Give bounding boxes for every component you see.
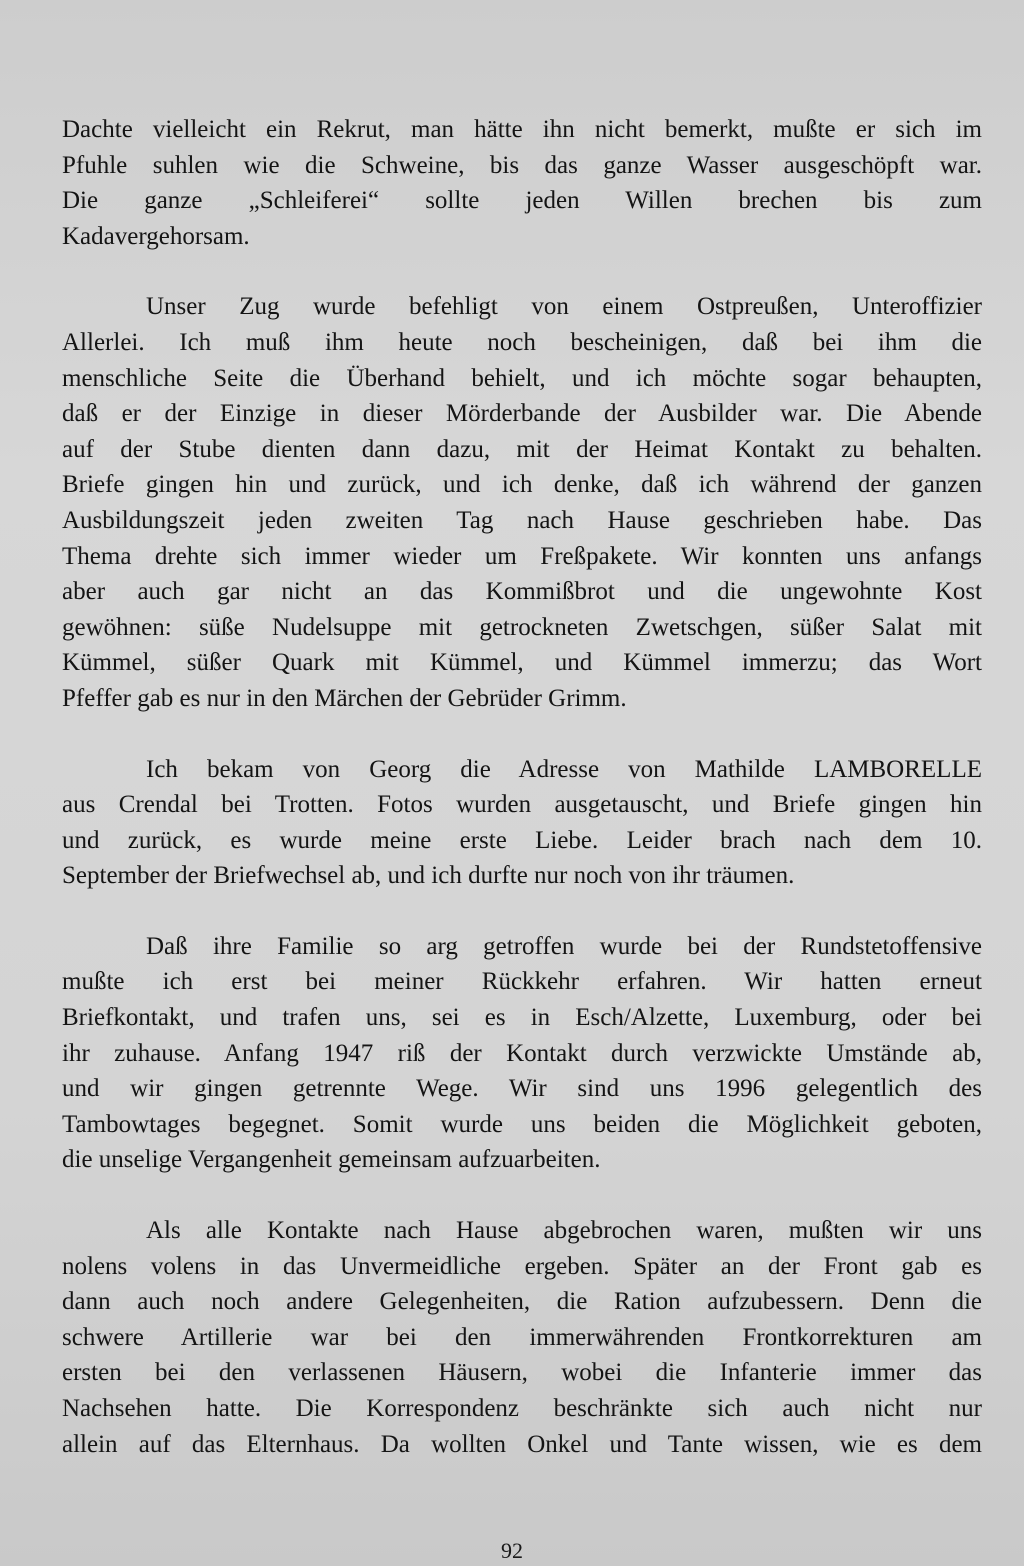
text-line: aber auch gar nicht an das Kommißbrot und die ungewohnte Kost [62, 578, 982, 606]
text-line: gewöhnen: süße Nudelsuppe mit getrockneten Zwetschgen, süßer Salat mit [62, 613, 982, 641]
text-line: auf der Stube dienten dann dazu, mit der Heimat Kontakt zu behalten. [62, 435, 982, 463]
text-line: Briefkontakt, und trafen uns, sei es in Esch/Alzette, Luxemburg, oder bei [62, 1004, 982, 1032]
text-line: Tambowtages begegnet. Somit wurde uns beiden die Möglichkeit geboten, [62, 1110, 982, 1138]
text-line: Nachsehen hatte. Die Korrespondenz beschränkte sich auch nicht nur [62, 1395, 982, 1422]
text-line: menschliche Seite die Überhand behielt, und ich möchte sogar behaupten, [62, 364, 982, 392]
text-line: September der Briefwechsel ab, und ich durfte nur noch von ihr träumen. [62, 862, 795, 890]
paragraph [62, 752, 982, 894]
text-line: Die ganze „Schleiferei“ sollte jeden Willen brechen bis zum [62, 187, 982, 215]
text-line: nolens volens in das Unvermeidliche ergeben. Später an der Front gab es [62, 1252, 982, 1280]
body-text [62, 112, 982, 1497]
text-line: und zurück, es wurde meine erste Liebe. Leider brach nach dem 10. [62, 826, 982, 854]
text-line: Thema drehte sich immer wieder um Freßpakete. Wir konnten uns anfangs [62, 542, 982, 570]
text-line: ihr zuhause. Anfang 1947 riß der Kontakt durch verzwickte Umstände ab, [62, 1039, 982, 1067]
text-line: allein auf das Elternhaus. Da wollten Onkel und Tante wissen, wie es dem [62, 1430, 982, 1458]
paragraph [62, 289, 982, 716]
text-line: aus Crendal bei Trotten. Fotos wurden ausgetauscht, und Briefe gingen hin [62, 791, 982, 819]
text-line: Unser Zug wurde befehligt von einem Ostpreußen, Unteroffizier [146, 293, 982, 321]
text-line: daß er der Einzige in dieser Mörderbande der Ausbilder war. Die Abende [62, 400, 982, 428]
text-line: schwere Artillerie war bei den immerwährenden Frontkorrekturen am [62, 1323, 982, 1351]
text-line: Briefe gingen hin und zurück, und ich denke, daß ich während der ganzen [62, 471, 982, 499]
paragraph [62, 112, 982, 254]
paragraph [62, 929, 982, 1178]
text-line: Kadavergehorsam. [62, 222, 250, 250]
text-line: ersten bei den verlassenen Häusern, wobei die Infanterie immer das [62, 1359, 982, 1387]
text-line: und wir gingen getrennte Wege. Wir sind uns 1996 gelegentlich des [62, 1075, 982, 1103]
text-line: Ich bekam von Georg die Adresse von Mathilde LAMBORELLE [146, 755, 982, 783]
text-line: Kümmel, süßer Quark mit Kümmel, und Kümmel immerzu; das Wort [62, 649, 982, 677]
text-line: Pfeffer gab es nur in den Märchen der Gebrüder Grimm. [62, 684, 627, 712]
text-line: Pfuhle suhlen wie die Schweine, bis das ganze Wasser ausgeschöpft war. [62, 151, 982, 179]
paragraph [62, 1213, 982, 1462]
text-line: Ausbildungszeit jeden zweiten Tag nach Hause geschrieben habe. Das [62, 506, 982, 534]
text-line: mußte ich erst bei meiner Rückkehr erfahren. Wir hatten erneut [62, 968, 982, 996]
text-line: die unselige Vergangenheit gemeinsam aufzuarbeiten. [62, 1146, 601, 1174]
page-number: 92 [501, 1538, 523, 1563]
text-line: Daß ihre Familie so arg getroffen wurde bei der Rundstetoffensive [146, 932, 982, 960]
text-line: Allerlei. Ich muß ihm heute noch bescheinigen, daß bei ihm die [62, 328, 982, 356]
text-line: Dachte vielleicht ein Rekrut, man hätte ihn nicht bemerkt, mußte er sich im [62, 116, 982, 143]
text-line: Als alle Kontakte nach Hause abgebrochen waren, mußten wir uns [146, 1217, 982, 1245]
text-line: dann auch noch andere Gelegenheiten, die Ration aufzubessern. Denn die [62, 1288, 982, 1316]
